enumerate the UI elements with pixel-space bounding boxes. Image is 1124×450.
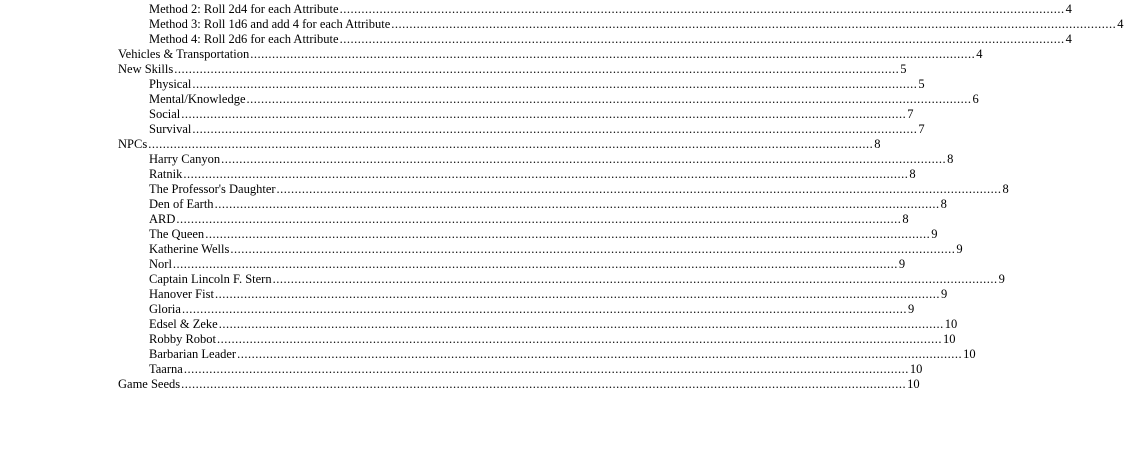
toc-entry-label: Social [149,107,181,121]
toc-page-number: 9 [907,302,915,316]
toc-entry-label: New Skills [118,62,174,76]
toc-dot-leader: ........................................................................................................................................................................................................ [250,47,976,61]
toc-entry-label: Survival [149,122,192,136]
toc-entry-label: Physical [149,77,192,91]
toc-entry-ard[interactable] [149,212,909,227]
toc-entry-npcs[interactable] [118,137,881,152]
toc-entry-social[interactable] [149,107,914,122]
toc-dot-leader: ........................................................................................................................................................................................................ [276,182,1002,196]
toc-entry-label: Captain Lincoln F. Stern [149,272,272,286]
toc-page-number: 10 [963,347,976,361]
toc-entry-label: Method 2: Roll 2d4 for each Attribute [149,2,339,16]
toc-entry-label: Harry Canyon [149,152,221,166]
toc-entry-label: Taarna [149,362,183,376]
toc-dot-leader: ........................................................................................................................................................................................................ [181,377,907,391]
toc-page-number: 9 [931,227,938,241]
toc-page-number: 4 [1065,2,1072,16]
toc-entry-hanover-fist[interactable] [149,287,948,302]
toc-page-number: 6 [972,92,979,106]
toc-entry-method-2[interactable] [149,2,1072,17]
toc-dot-leader: ........................................................................................................................................................................................................ [148,137,874,151]
toc-entry-label: Ratnik [149,167,183,181]
toc-entry-label: ARD [149,212,176,226]
toc-dot-leader: ........................................................................................................................................................................................................ [205,227,931,241]
toc-entry-label: The Professor's Daughter [149,182,276,196]
toc-entry-label: Katherine Wells [149,242,230,256]
toc-entry-den-of-earth[interactable] [149,197,947,212]
toc-dot-leader: ........................................................................................................................................................................................................ [192,122,918,136]
toc-entry-label: Edsel & Zeke [149,317,218,331]
toc-entry-ratnik[interactable] [149,167,916,182]
toc-dot-leader: ........................................................................................................................................................................................................ [192,77,918,91]
toc-entry-norl[interactable] [149,257,906,272]
toc-entry-label: Barbarian Leader [149,347,237,361]
toc-entry-edsel-zeke[interactable] [149,317,958,332]
toc-entry-label: Robby Robot [149,332,217,346]
toc-entry-professors-daughter[interactable] [149,182,1009,197]
toc-entry-physical[interactable] [149,77,925,92]
toc-entry-label: Method 4: Roll 2d6 for each Attribute [149,32,339,46]
toc-page-number: 7 [907,107,914,121]
toc-page-number: 10 [944,317,958,331]
toc-dot-leader: ........................................................................................................................................................................................................ [172,257,898,271]
toc-page-number: 8 [947,152,954,166]
toc-dot-leader: ........................................................................................................................................................................................................ [339,32,1065,46]
toc-dot-leader: ........................................................................................................................................................................................................ [391,17,1117,31]
toc-page-number: 8 [909,167,916,181]
toc-entry-captain-lincoln-stern[interactable] [149,272,1005,287]
toc-page-number: 5 [918,77,925,91]
toc-entry-label: Game Seeds [118,377,181,391]
toc-entry-mental-knowledge[interactable] [149,92,979,107]
toc-page-number: 9 [998,272,1005,286]
toc-entry-label: Vehicles & Transportation [118,47,250,61]
toc-entry-vehicles-transportation[interactable] [118,47,983,62]
toc-page-number: 9 [940,287,948,301]
toc-entry-barbarian-leader[interactable] [149,347,976,362]
toc-dot-leader: ........................................................................................................................................................................................................ [221,152,947,166]
toc-page-number: 9 [956,242,963,256]
toc-dot-leader: ........................................................................................................................................................................................................ [237,347,963,361]
toc-entry-harry-canyon[interactable] [149,152,954,167]
toc-dot-leader: ........................................................................................................................................................................................................ [181,107,907,121]
toc-dot-leader: ........................................................................................................................................................................................................ [214,197,940,211]
toc-entry-label: Den of Earth [149,197,214,211]
toc-page-number: 4 [1117,17,1124,31]
toc-page-number: 9 [898,257,906,271]
toc-entry-katherine-wells[interactable] [149,242,963,257]
toc-page-number: 8 [874,137,881,151]
toc-entry-the-queen[interactable] [149,227,938,242]
toc-page-number: 8 [902,212,909,226]
toc-dot-leader: ........................................................................................................................................................................................................ [246,92,972,106]
toc-dot-leader: ........................................................................................................................................................................................................ [214,287,940,301]
toc-dot-leader: ........................................................................................................................................................................................................ [181,302,907,316]
toc-entry-label: Method 3: Roll 1d6 and add 4 for each Attribute [149,17,391,31]
toc-entry-new-skills[interactable] [118,62,907,77]
toc-dot-leader: ........................................................................................................................................................................................................ [230,242,956,256]
toc-page-number: 10 [943,332,956,346]
toc-page-number: 7 [918,122,925,136]
toc-entry-label: Hanover Fist [149,287,214,301]
toc-page-number: 8 [1002,182,1009,196]
toc-page-number: 8 [940,197,947,211]
toc-entry-label: The Queen [149,227,205,241]
toc-dot-leader: ........................................................................................................................................................................................................ [272,272,998,286]
toc-entry-survival[interactable] [149,122,925,137]
toc-entry-taarna[interactable] [149,362,923,377]
toc-entry-gloria[interactable] [149,302,915,317]
toc-page-number: 4 [1065,32,1072,46]
toc-dot-leader: ........................................................................................................................................................................................................ [183,167,909,181]
toc-page-number: 4 [976,47,983,61]
toc-entry-label: Norl [149,257,172,271]
toc-dot-leader: ........................................................................................................................................................................................................ [217,332,943,346]
toc-entry-method-3[interactable] [149,17,1124,32]
toc-entry-game-seeds[interactable] [118,377,920,392]
toc-dot-leader: ........................................................................................................................................................................................................ [174,62,900,76]
toc-page-number: 10 [907,377,920,391]
toc-entry-label: NPCs [118,137,148,151]
toc-page-number: 5 [900,62,907,76]
toc-entry-robby-robot[interactable] [149,332,956,347]
toc-dot-leader: ........................................................................................................................................................................................................ [176,212,902,226]
toc-dot-leader: ........................................................................................................................................................................................................ [339,2,1065,16]
toc-dot-leader: ........................................................................................................................................................................................................ [183,362,909,376]
toc-dot-leader: ........................................................................................................................................................................................................ [218,317,944,331]
toc-entry-label: Gloria [149,302,181,316]
toc-entry-method-4[interactable] [149,32,1072,47]
toc-page-number: 10 [909,362,923,376]
toc-entry-label: Mental/Knowledge [149,92,246,106]
